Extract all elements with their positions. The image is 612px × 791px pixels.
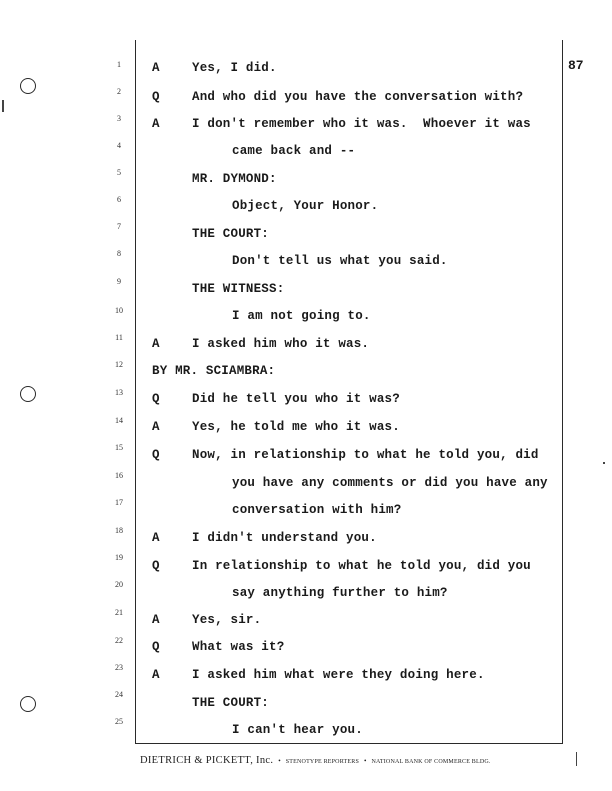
testimony-text: Now, in relationship to what he told you, did — [192, 448, 539, 462]
line-number: 7 — [117, 222, 121, 231]
speaker-label: A — [152, 668, 160, 682]
line-number: 2 — [117, 87, 121, 96]
scan-mark — [2, 100, 4, 112]
testimony-text: Yes, he told me who it was. — [192, 420, 400, 434]
testimony-text: In relationship to what he told you, did you — [192, 559, 531, 573]
line-number: 5 — [117, 168, 121, 177]
line-number: 1 — [117, 60, 121, 69]
line-number: 8 — [117, 249, 121, 258]
speaker-heading: THE COURT: — [192, 696, 270, 710]
punch-hole-bottom — [20, 696, 36, 712]
reporter-footer — [140, 750, 570, 768]
line-number: 22 — [115, 636, 123, 645]
testimony-text: I am not going to. — [232, 309, 371, 323]
testimony-text: came back and -- — [232, 144, 356, 158]
line-number: 25 — [115, 717, 123, 726]
testimony-text: Don't tell us what you said. — [232, 254, 448, 268]
footer-separator: • — [364, 757, 367, 765]
line-number: 10 — [115, 306, 123, 315]
line-number: 14 — [115, 416, 123, 425]
line-number: 9 — [117, 277, 121, 286]
bottom-rule — [135, 743, 563, 744]
testimony-text: you have any comments or did you have any — [232, 476, 548, 490]
line-number: 11 — [115, 333, 123, 342]
speaker-label: A — [152, 337, 160, 351]
line-number: 23 — [115, 663, 123, 672]
punch-hole-top — [20, 78, 36, 94]
speaker-label: Q — [152, 640, 160, 654]
testimony-text: I can't hear you. — [232, 723, 363, 737]
line-number: 21 — [115, 608, 123, 617]
testimony-text: I didn't understand you. — [192, 531, 377, 545]
testimony-text: I don't remember who it was. Whoever it was — [192, 117, 531, 131]
line-number: 17 — [115, 498, 123, 507]
testimony-text: I asked him who it was. — [192, 337, 370, 351]
speaker-heading: THE WITNESS: — [192, 282, 285, 296]
line-number: 19 — [115, 553, 123, 562]
line-number: 16 — [115, 471, 123, 480]
line-number: 6 — [117, 195, 121, 204]
reporter-location: NATIONAL BANK OF COMMERCE BLDG. — [371, 759, 491, 765]
speaker-label: Q — [152, 559, 160, 573]
page-number: 87 — [568, 58, 584, 73]
speaker-heading: MR. DYMOND: — [192, 172, 277, 186]
speaker-label: A — [152, 61, 160, 75]
left-margin-rule — [135, 40, 136, 744]
scan-mark — [576, 752, 577, 766]
speaker-label: A — [152, 117, 160, 131]
testimony-text: What was it? — [192, 640, 285, 654]
speaker-label: A — [152, 531, 160, 545]
speaker-label: Q — [152, 392, 160, 406]
testimony-text: Yes, I did. — [192, 61, 277, 75]
line-number: 15 — [115, 443, 123, 452]
line-number: 13 — [115, 388, 123, 397]
line-number: 12 — [115, 360, 123, 369]
testimony-text: Yes, sir. — [192, 613, 262, 627]
speaker-label: Q — [152, 90, 160, 104]
reporter-service: STENOTYPE REPORTERS — [285, 759, 360, 765]
testimony-text: I asked him what were they doing here. — [192, 668, 485, 682]
testimony-text: And who did you have the conversation with? — [192, 90, 524, 104]
testimony-text: say anything further to him? — [232, 586, 448, 600]
examination-heading: BY MR. SCIAMBRA: — [152, 364, 276, 378]
line-number: 4 — [117, 141, 121, 150]
scan-mark — [603, 462, 605, 464]
testimony-text: conversation with him? — [232, 503, 402, 517]
reporter-firm: DIETRICH & PICKETT, Inc. — [140, 755, 274, 766]
line-number: 3 — [117, 114, 121, 123]
speaker-heading: THE COURT: — [192, 227, 270, 241]
line-number: 24 — [115, 690, 123, 699]
line-number: 18 — [115, 526, 123, 535]
testimony-text: Object, Your Honor. — [232, 199, 379, 213]
punch-hole-middle — [20, 386, 36, 402]
testimony-text: Did he tell you who it was? — [192, 392, 400, 406]
footer-separator: • — [278, 757, 281, 765]
speaker-label: A — [152, 420, 160, 434]
line-number: 20 — [115, 580, 123, 589]
right-margin-rule — [562, 40, 563, 744]
speaker-label: A — [152, 613, 160, 627]
speaker-label: Q — [152, 448, 160, 462]
